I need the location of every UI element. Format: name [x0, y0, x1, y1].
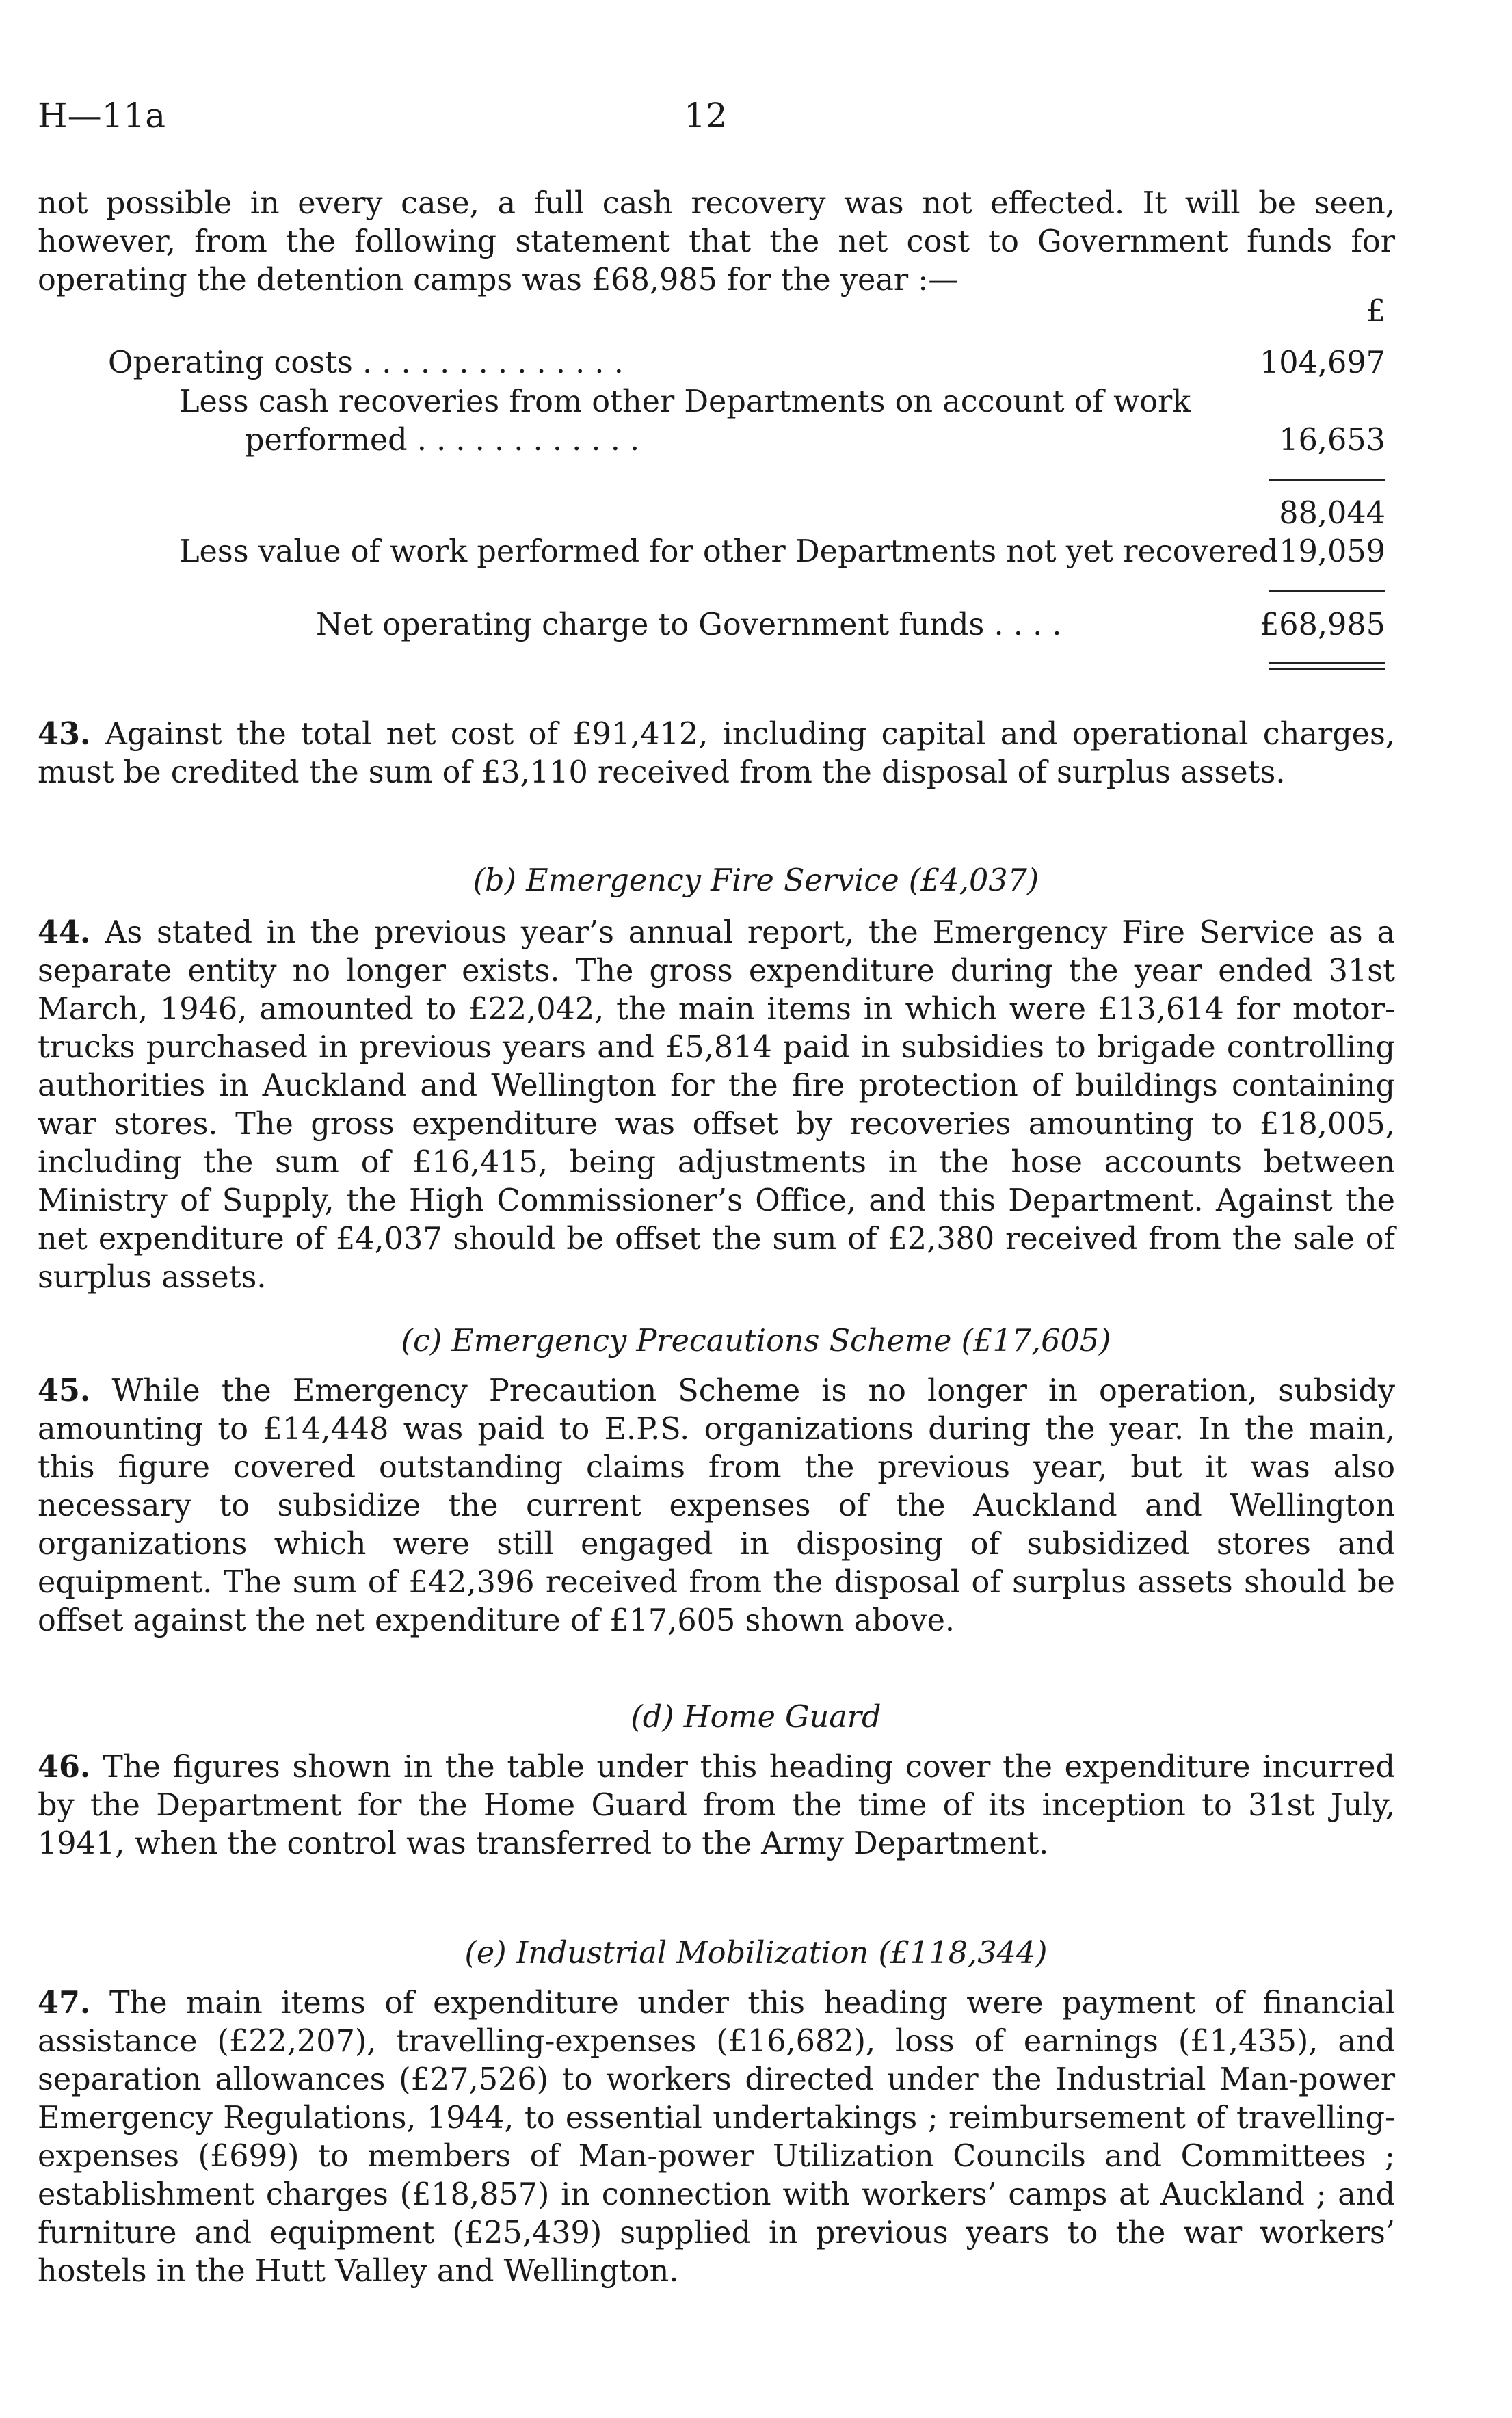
paragraph-text: As stated in the previous year’s annual report, the Emergency Fire Service as a separate entity no longer exists. The gross expenditure during the year ended 31st March, 1946, amounted to £22,042, the main items in which were £13,614 for motor-trucks purchased in previous years and £5,814 paid in subsidies to brigade controlling authorities in Auckland and Wellington for the fire protection of buildings containing war stores. The gross expenditure was offset by recoveries amounting to £18,005, including the sum of £16,415, being adjustments in the hose accounts between Ministry of Supply, the High Commissioner’s Office, and this Department. Against the net expenditure of £4,037 should be offset the sum of £2,380 received from the sale of surplus assets. — [38, 915, 1395, 1295]
row-label: Operating costs — [108, 345, 353, 380]
row-label: performed — [245, 423, 408, 458]
statement-row-less-value-not-recovered: Less value of work performed for other Departments not yet recovered — [179, 534, 1279, 569]
dot-leaders: . . . . . . . . . . . . . . — [352, 345, 624, 380]
paragraph-46 — [38, 1748, 1395, 1863]
document-code: H—11a — [38, 96, 166, 135]
paragraph-47 — [38, 1984, 1395, 2291]
paragraph-text: The main items of expenditure under this heading were payment of financial assistance (£22,207), travelling-expenses (£16,682), loss of earnings (£1,435), and separation allowances (£27,526) to workers directed under the Industrial Man-power Emergency Regulations, 1944, to essential undertakings ; reimbursement of travelling-expenses (£699) to members of Man-power Utilization Councils and Committees ; establishment charges (£18,857) in connection with workers’ camps at Auckland ; and furniture and equipment (£25,439) supplied in previous years to the war workers’ hostels in the Hutt Valley and Wellington. — [38, 1986, 1395, 2289]
row-label: Net operating charge to Government funds — [316, 607, 985, 642]
paragraph-45 — [38, 1371, 1395, 1640]
double-rule-bottom — [1269, 668, 1385, 670]
amount-net-operating-charge: £68,985 — [1259, 607, 1385, 642]
paragraph-number: 45. — [38, 1373, 91, 1408]
paragraph-number: 46. — [38, 1749, 91, 1785]
subtotal-rule — [1269, 479, 1385, 481]
dot-leaders: . . . . — [984, 607, 1062, 642]
paragraph-43 — [38, 715, 1395, 792]
amount-cash-recoveries: 16,653 — [1279, 423, 1385, 458]
statement-row-less-cash-recoveries: Less cash recoveries from other Departments on account of work — [179, 384, 1191, 419]
total-rule — [1269, 590, 1385, 592]
paragraph-text: Against the total net cost of £91,412, including capital and operational charges, must be credited the sum of £3,110 received from the disposal of surplus assets. — [38, 717, 1395, 790]
paragraph-number: 43. — [38, 716, 91, 752]
amount-operating-costs: 104,697 — [1259, 345, 1385, 380]
heading-industrial-mobilization: (e) Industrial Mobilization (£118,344) — [464, 1936, 1048, 1971]
dot-leaders: . . . . . . . . . . . . — [407, 423, 640, 458]
amount-not-recovered: 19,059 — [1279, 534, 1385, 569]
page-number: 12 — [684, 96, 728, 135]
paragraph-text: The figures shown in the table under this heading cover the expenditure incurred by the Department for the Home Guard from the time of its inception to 31st July, 1941, when the control was transferred to the Army Department. — [38, 1750, 1395, 1861]
amount-subtotal: 88,044 — [1279, 496, 1385, 531]
statement-row-operating-costs — [108, 345, 624, 380]
double-rule-top — [1269, 662, 1385, 664]
heading-home-guard: (d) Home Guard — [631, 1700, 881, 1735]
paragraph-text: While the Emergency Precaution Scheme is no longer in operation, subsidy amounting to £14,448 was paid to E.P.S. organizations during the year. In the main, this figure covered outstanding claims from the previous year, but it was also necessary to subsidize the current expenses of the Auckland and Wellington organizations which were still engaged in disposing of subsidized stores and equipment. The sum of £42,396 received from the disposal of surplus assets should be offset against the net expenditure of £17,605 shown above. — [38, 1374, 1395, 1638]
currency-symbol: £ — [1366, 294, 1385, 329]
heading-emergency-fire-service: (b) Emergency Fire Service (£4,037) — [473, 863, 1039, 898]
heading-emergency-precautions-scheme: (c) Emergency Precautions Scheme (£17,605) — [401, 1324, 1111, 1358]
paragraph-number: 44. — [38, 915, 91, 950]
intro-paragraph: not possible in every case, a full cash recovery was not effected. It will be seen, however, from the following statement that the net cost to Government funds for operating the detention camps was £68,985 for the year :— — [38, 186, 1395, 298]
paragraph-number: 47. — [38, 1985, 91, 2021]
statement-row-performed — [245, 423, 639, 458]
paragraph-44 — [38, 913, 1395, 1297]
statement-row-net-operating-charge — [316, 607, 1062, 642]
